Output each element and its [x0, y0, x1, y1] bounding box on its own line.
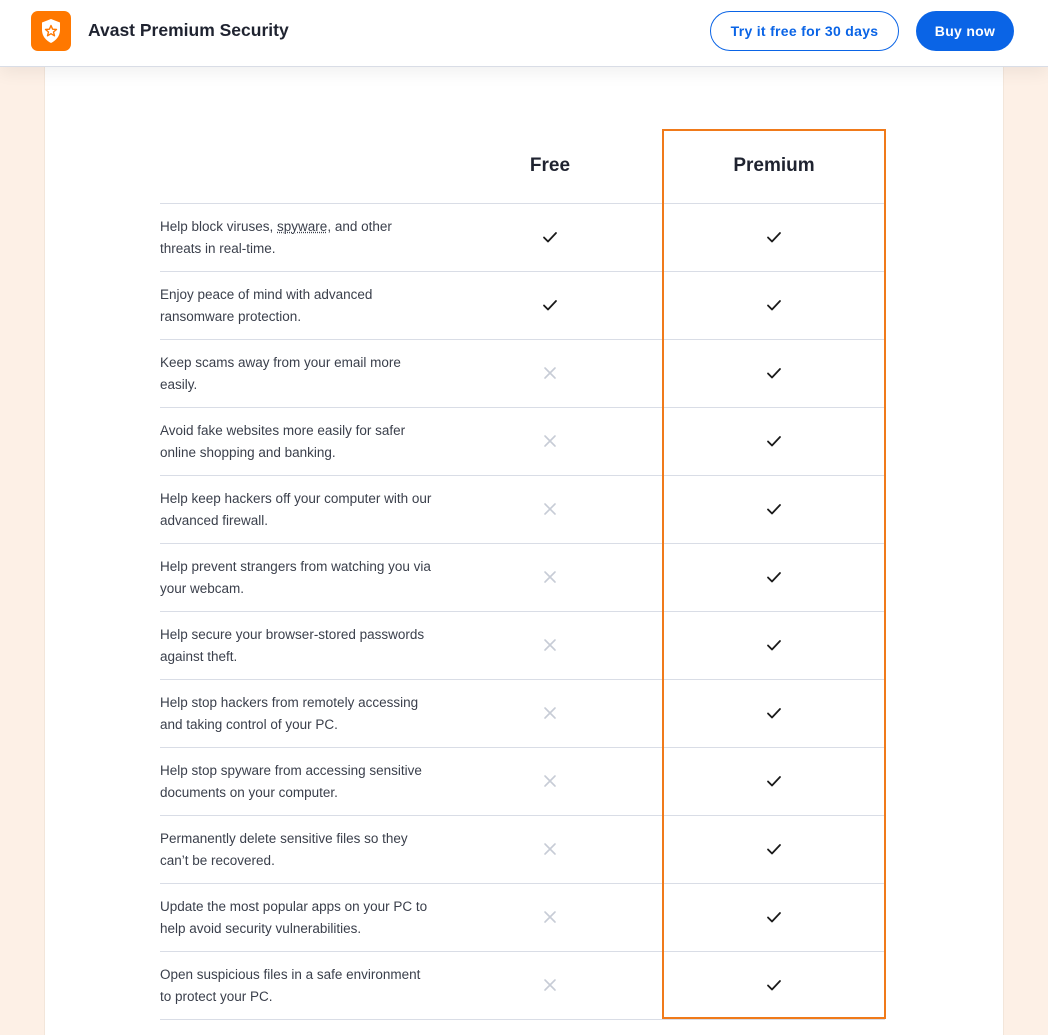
- checkmark-icon: [766, 433, 782, 449]
- feature-description: Keep scams away from your email more easily.: [160, 355, 401, 392]
- table-row: [160, 951, 885, 1019]
- row-divider: [160, 1019, 885, 1020]
- table-row: [160, 271, 885, 339]
- cross-icon: [542, 909, 558, 925]
- buy-now-button[interactable]: Buy now: [916, 11, 1014, 51]
- checkmark-icon: [766, 569, 782, 585]
- checkmark-icon: [766, 909, 782, 925]
- checkmark-icon: [766, 297, 782, 313]
- feature-description: Update the most popular apps on your PC to help avoid security vulnerabilities.: [160, 899, 428, 936]
- cross-icon: [542, 977, 558, 993]
- app-title: Avast Premium Security: [88, 20, 289, 40]
- table-row: [160, 815, 885, 883]
- checkmark-icon: [766, 841, 782, 857]
- table-row: [160, 883, 885, 951]
- feature-description: Enjoy peace of mind with advanced ransomware protection.: [160, 287, 373, 324]
- try-free-button[interactable]: Try it free for 30 days: [710, 11, 899, 51]
- table-row: [160, 747, 885, 815]
- checkmark-icon: [766, 501, 782, 517]
- shield-star-icon[interactable]: [31, 11, 71, 51]
- feature-description: Help stop spyware from accessing sensitive documents on your computer.: [160, 763, 422, 800]
- glossary-term-link[interactable]: spyware: [277, 219, 328, 234]
- feature-description: Help block viruses, spyware, and other threats in real-time.: [160, 219, 392, 256]
- cross-icon: [542, 569, 558, 585]
- table-row: [160, 475, 885, 543]
- table-row: [160, 679, 885, 747]
- table-row: [160, 203, 885, 271]
- checkmark-icon: [766, 977, 782, 993]
- column-header-premium: Premium: [733, 155, 815, 176]
- feature-description: Help prevent strangers from watching you via your webcam.: [160, 559, 431, 596]
- feature-description: Help stop hackers from remotely accessing and taking control of your PC.: [160, 695, 419, 732]
- table-row: [160, 407, 885, 475]
- feature-description: Avoid fake websites more easily for safer online shopping and banking.: [160, 423, 406, 460]
- checkmark-icon: [542, 297, 558, 313]
- cross-icon: [542, 433, 558, 449]
- top-bar: [0, 0, 1048, 67]
- checkmark-icon: [766, 637, 782, 653]
- cross-icon: [542, 705, 558, 721]
- checkmark-icon: [766, 705, 782, 721]
- table-row: [160, 339, 885, 407]
- feature-description: Help keep hackers off your computer with our advanced firewall.: [160, 491, 432, 528]
- feature-description: Open suspicious files in a safe environment to protect your PC.: [160, 967, 421, 1004]
- cross-icon: [542, 365, 558, 381]
- checkmark-icon: [542, 229, 558, 245]
- checkmark-icon: [766, 773, 782, 789]
- table-row: [160, 543, 885, 611]
- cross-icon: [542, 637, 558, 653]
- checkmark-icon: [766, 365, 782, 381]
- cross-icon: [542, 773, 558, 789]
- feature-description: Help secure your browser-stored passwords against theft.: [160, 627, 425, 664]
- cross-icon: [542, 841, 558, 857]
- feature-description: Permanently delete sensitive files so they can’t be recovered.: [160, 831, 408, 868]
- cross-icon: [542, 501, 558, 517]
- column-header-free: Free: [529, 155, 571, 176]
- table-row: [160, 611, 885, 679]
- checkmark-icon: [766, 229, 782, 245]
